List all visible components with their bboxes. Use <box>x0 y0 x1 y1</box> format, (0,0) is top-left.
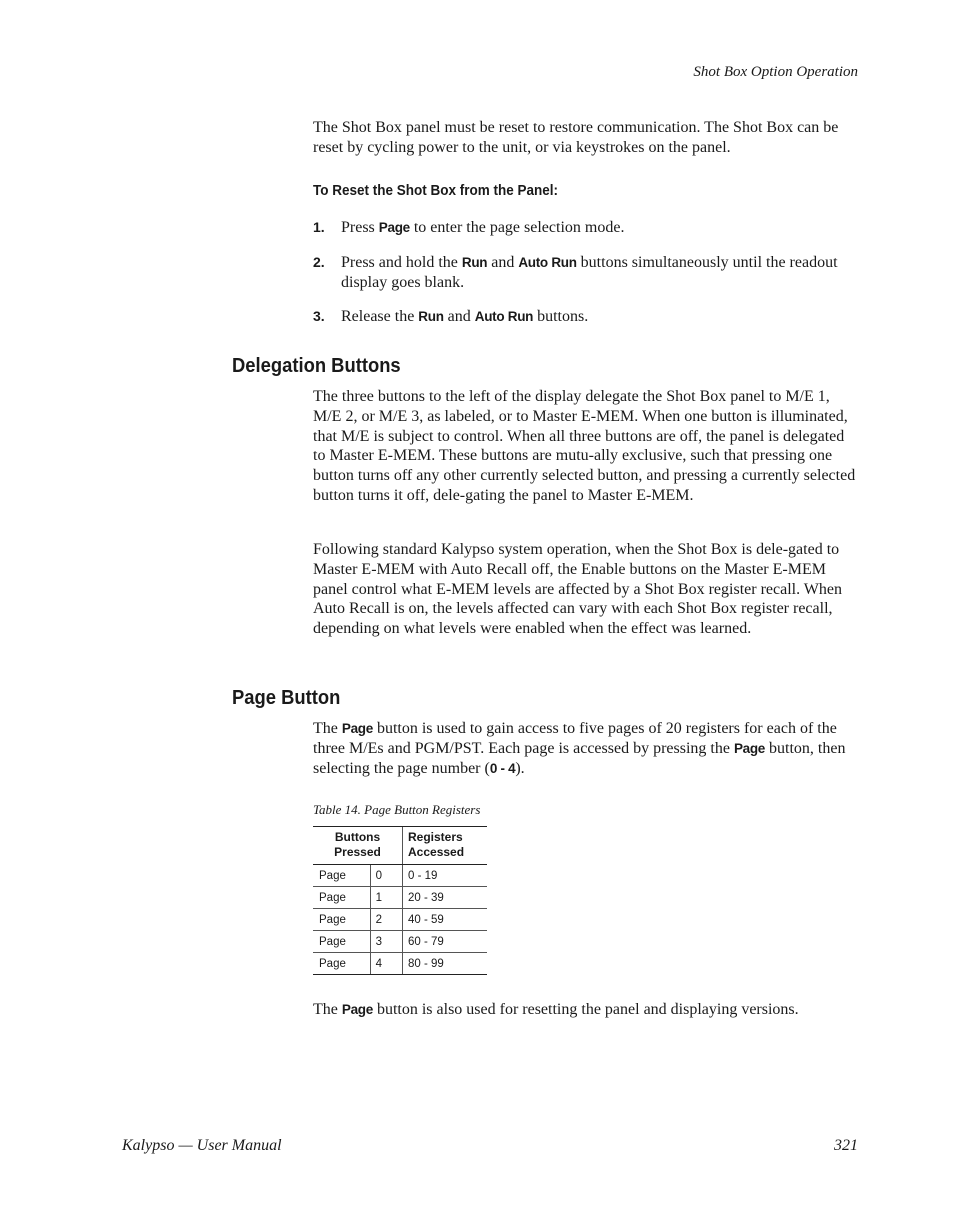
column-header-registers-accessed: Registers Accessed <box>403 827 488 865</box>
keyword-auto-run: Auto Run <box>518 255 577 270</box>
procedure-heading: To Reset the Shot Box from the Panel: <box>313 182 559 199</box>
table-cell: 3 <box>370 931 402 953</box>
running-head: Shot Box Option Operation <box>693 64 858 80</box>
table-cell: Page <box>313 887 370 909</box>
table-cell: Page <box>313 931 370 953</box>
keyword-page-range: 0 - 4 <box>489 760 516 776</box>
keyword-run: Run <box>461 255 488 270</box>
table-cell: Page <box>313 865 370 887</box>
table-caption: Table 14. Page Button Registers <box>313 802 481 817</box>
table-cell: 0 <box>370 865 402 887</box>
table-row <box>313 865 487 887</box>
keyword-page: Page <box>733 740 766 756</box>
column-header-buttons-pressed: Buttons Pressed <box>313 827 403 865</box>
keyword-auto-run: Auto Run <box>474 309 534 324</box>
keyword-page: Page <box>341 721 373 736</box>
table-cell: 1 <box>370 887 402 909</box>
step-number: 1. <box>313 219 325 235</box>
intro-paragraph: The Shot Box panel must be reset to restore communication. The Shot Box can be reset by cycling power to the unit, or via keystrokes on the panel. <box>313 119 839 156</box>
table-cell: 0 - 19 <box>403 865 488 887</box>
section-heading-page-button: Page Button <box>232 687 341 709</box>
table-row <box>313 953 487 975</box>
table-row <box>313 887 487 909</box>
footer-manual-title: Kalypso — User Manual <box>122 1137 282 1154</box>
page-button-note: The Page button is also used for resetting the panel and displaying versions. <box>313 1001 799 1018</box>
page-number: 321 <box>834 1137 858 1154</box>
step-3 <box>313 307 858 327</box>
delegation-paragraph-1: The three buttons to the left of the display delegate the Shot Box panel to M/E 1, M/E 2, or M/E 3, as labeled, or to Master E-MEM. When one button is illuminated, that M/E is subject to control. When all three buttons are off, the panel is delegated to Master E-MEM. These buttons are mutu-ally exclusive, such that pressing one button turns off any other currently selected button, and pressing a currently selected button turns it off, dele-gating the panel to Master E-MEM. <box>313 388 856 504</box>
step-text: Release the Run and Auto Run buttons. <box>341 308 589 325</box>
page-button-paragraph: The Page button is used to gain access to five pages of 20 registers for each of the three M/Es and PGM/PST. Each page is accessed by pressing the Page button, then selecting the page number (0 - 4). <box>313 720 846 777</box>
table-row <box>313 909 487 931</box>
step-1 <box>313 218 858 238</box>
table-cell: 40 - 59 <box>403 909 488 931</box>
table-cell: 80 - 99 <box>403 953 488 975</box>
keyword-page: Page <box>341 1002 373 1017</box>
table-cell: 60 - 79 <box>403 931 488 953</box>
table-cell: 2 <box>370 909 402 931</box>
page-button-registers-table <box>313 826 487 975</box>
table-cell: 4 <box>370 953 402 975</box>
step-text: Press and hold the Run and Auto Run buttons simultaneously until the readout display goes blank. <box>341 254 838 291</box>
step-number: 3. <box>313 308 325 324</box>
keyword-run: Run <box>418 309 444 324</box>
step-number: 2. <box>313 254 325 270</box>
step-text: Press Page to enter the page selection mode. <box>341 219 625 236</box>
section-heading-delegation: Delegation Buttons <box>232 355 401 377</box>
table-row <box>313 931 487 953</box>
table-cell: 20 - 39 <box>403 887 488 909</box>
delegation-paragraph-2: Following standard Kalypso system operation, when the Shot Box is dele-gated to Master E-MEM with Auto Recall off, the Enable buttons on the Master E-MEM panel control what E-MEM levels are affected by a Shot Box register recall. When Auto Recall is on, the levels affected can vary with each Shot Box register recall, depending on what levels were enabled when the effect was learned. <box>313 541 842 638</box>
keyword-page: Page <box>378 220 410 235</box>
table-cell: Page <box>313 953 370 975</box>
step-2 <box>313 253 858 293</box>
table-cell: Page <box>313 909 370 931</box>
